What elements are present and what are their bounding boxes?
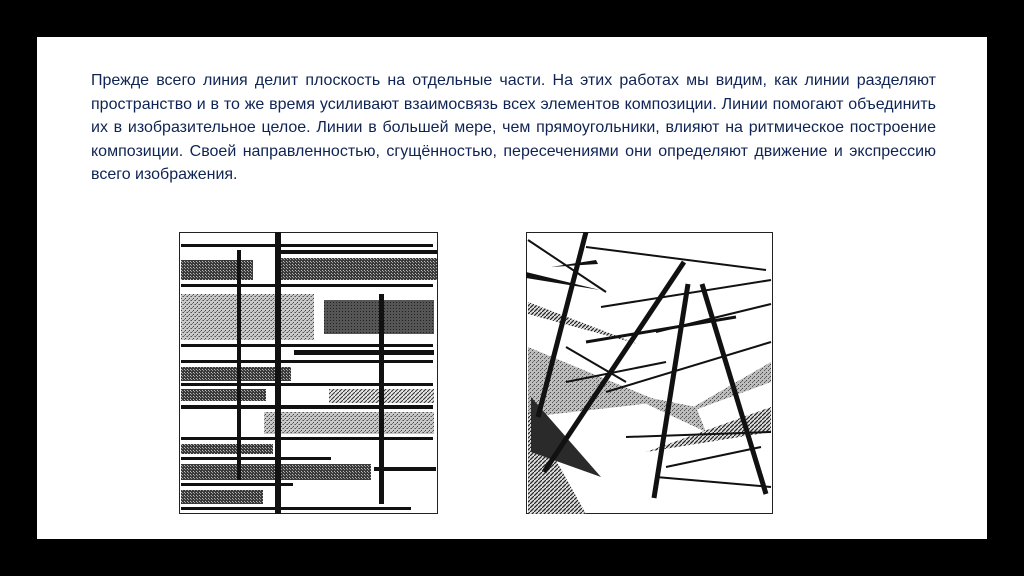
composition-diagonal-lines-icon (526, 232, 776, 514)
slide-paragraph: Прежде всего линия делит плоскость на отдельные части. На этих работах мы видим, как линии разделяют пространство и в то же время усиливают взаимосвязь всех элементов композиции. Линии помогают объединить их в изобразительное целое. Линии в большей мере, чем прямоугольники, влияют на ритмическое построение композиции. Своей направленностью, сгущённостью, пересечениями они определяют движение и экспрессию всего изображения. (91, 72, 936, 183)
composition-horizontal-rectangles-icon (179, 232, 441, 514)
slide (37, 37, 987, 539)
